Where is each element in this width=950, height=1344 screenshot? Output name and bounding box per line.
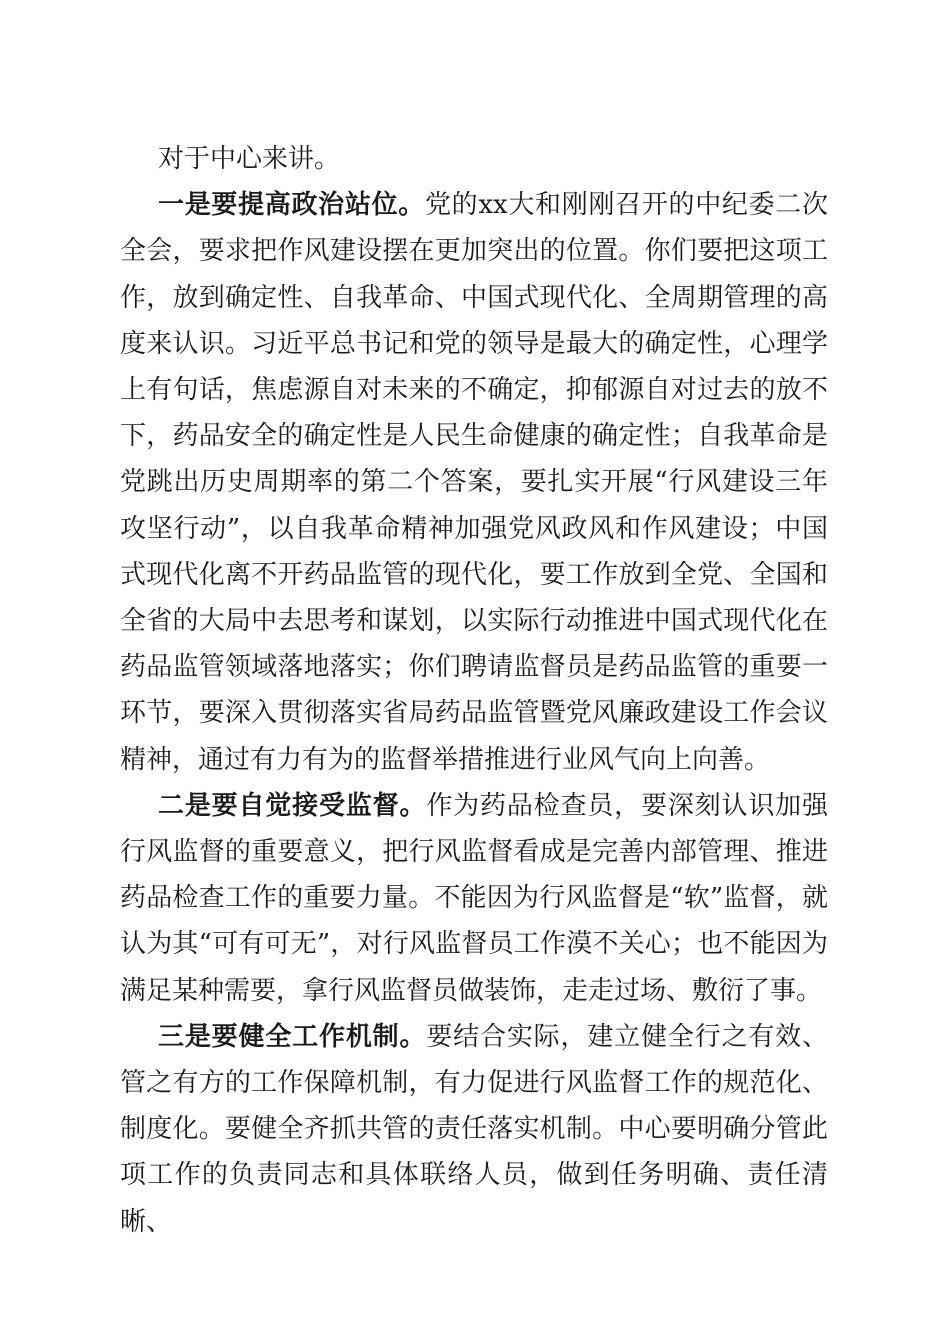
paragraph-1 [120,182,828,783]
paragraph-3-body: 要结合实际，建立健全行之有效、管之有方的工作保障机制，有力促进行风监督工作的规范化、制度化。要健全齐抓共管的责任落实机制。中心要明确分管此项工作的负责同志和具体联络人员，做到任务明确、责任清晰、 [120,1021,828,1237]
intro-paragraph [120,136,828,182]
paragraph-3-lead: 三是要健全工作机制。 [158,1021,427,1052]
paragraph-2-lead: 二是要自觉接受监督。 [158,790,427,821]
paragraph-1-body: 党的xx大和刚刚召开的中纪委二次全会，要求把作风建设摆在更加突出的位置。你们要把这项工作，放到确定性、自我革命、中国式现代化、全周期管理的高度来认识。习近平总书记和党的领导是最大的确定性，心理学上有句话，焦虑源自对未来的不确定，抑郁源自对过去的放不下，药品安全的确定性是人民生命健康的确定性；自我革命是党跳出历史周期率的第二个答案，要扎实开展“行风建设三年攻坚行动”，以自我革命精神加强党风政风和作风建设；中国式现代化离不开药品监管的现代化，要工作放到全党、全国和全省的大局中去思考和谋划，以实际行动推进中国式现代化在药品监管领域落地落实；你们聘请监督员是药品监管的重要一环节，要深入贯彻落实省局药品监管暨党风廉政建设工作会议精神，通过有力有为的监督举措推进行业风气向上向善。 [120,190,828,775]
paragraph-3 [120,1014,828,1245]
paragraph-1-lead: 一是要提高政治站位。 [158,190,425,221]
document-body [120,136,828,1245]
intro-text: 对于中心来讲。 [158,144,341,174]
paragraph-2-body: 作为药品检查员，要深刻认识加强行风监督的重要意义，把行风监督看成是完善内部管理、推进药品检查工作的重要力量。不能因为行风监督是“软”监督，就认为其“可有可无”，对行风监督员工作漠不关心；也不能因为满足某种需要，拿行风监督员做装饰，走走过场、敷衍了事。 [120,790,828,1006]
paragraph-2 [120,783,828,1014]
